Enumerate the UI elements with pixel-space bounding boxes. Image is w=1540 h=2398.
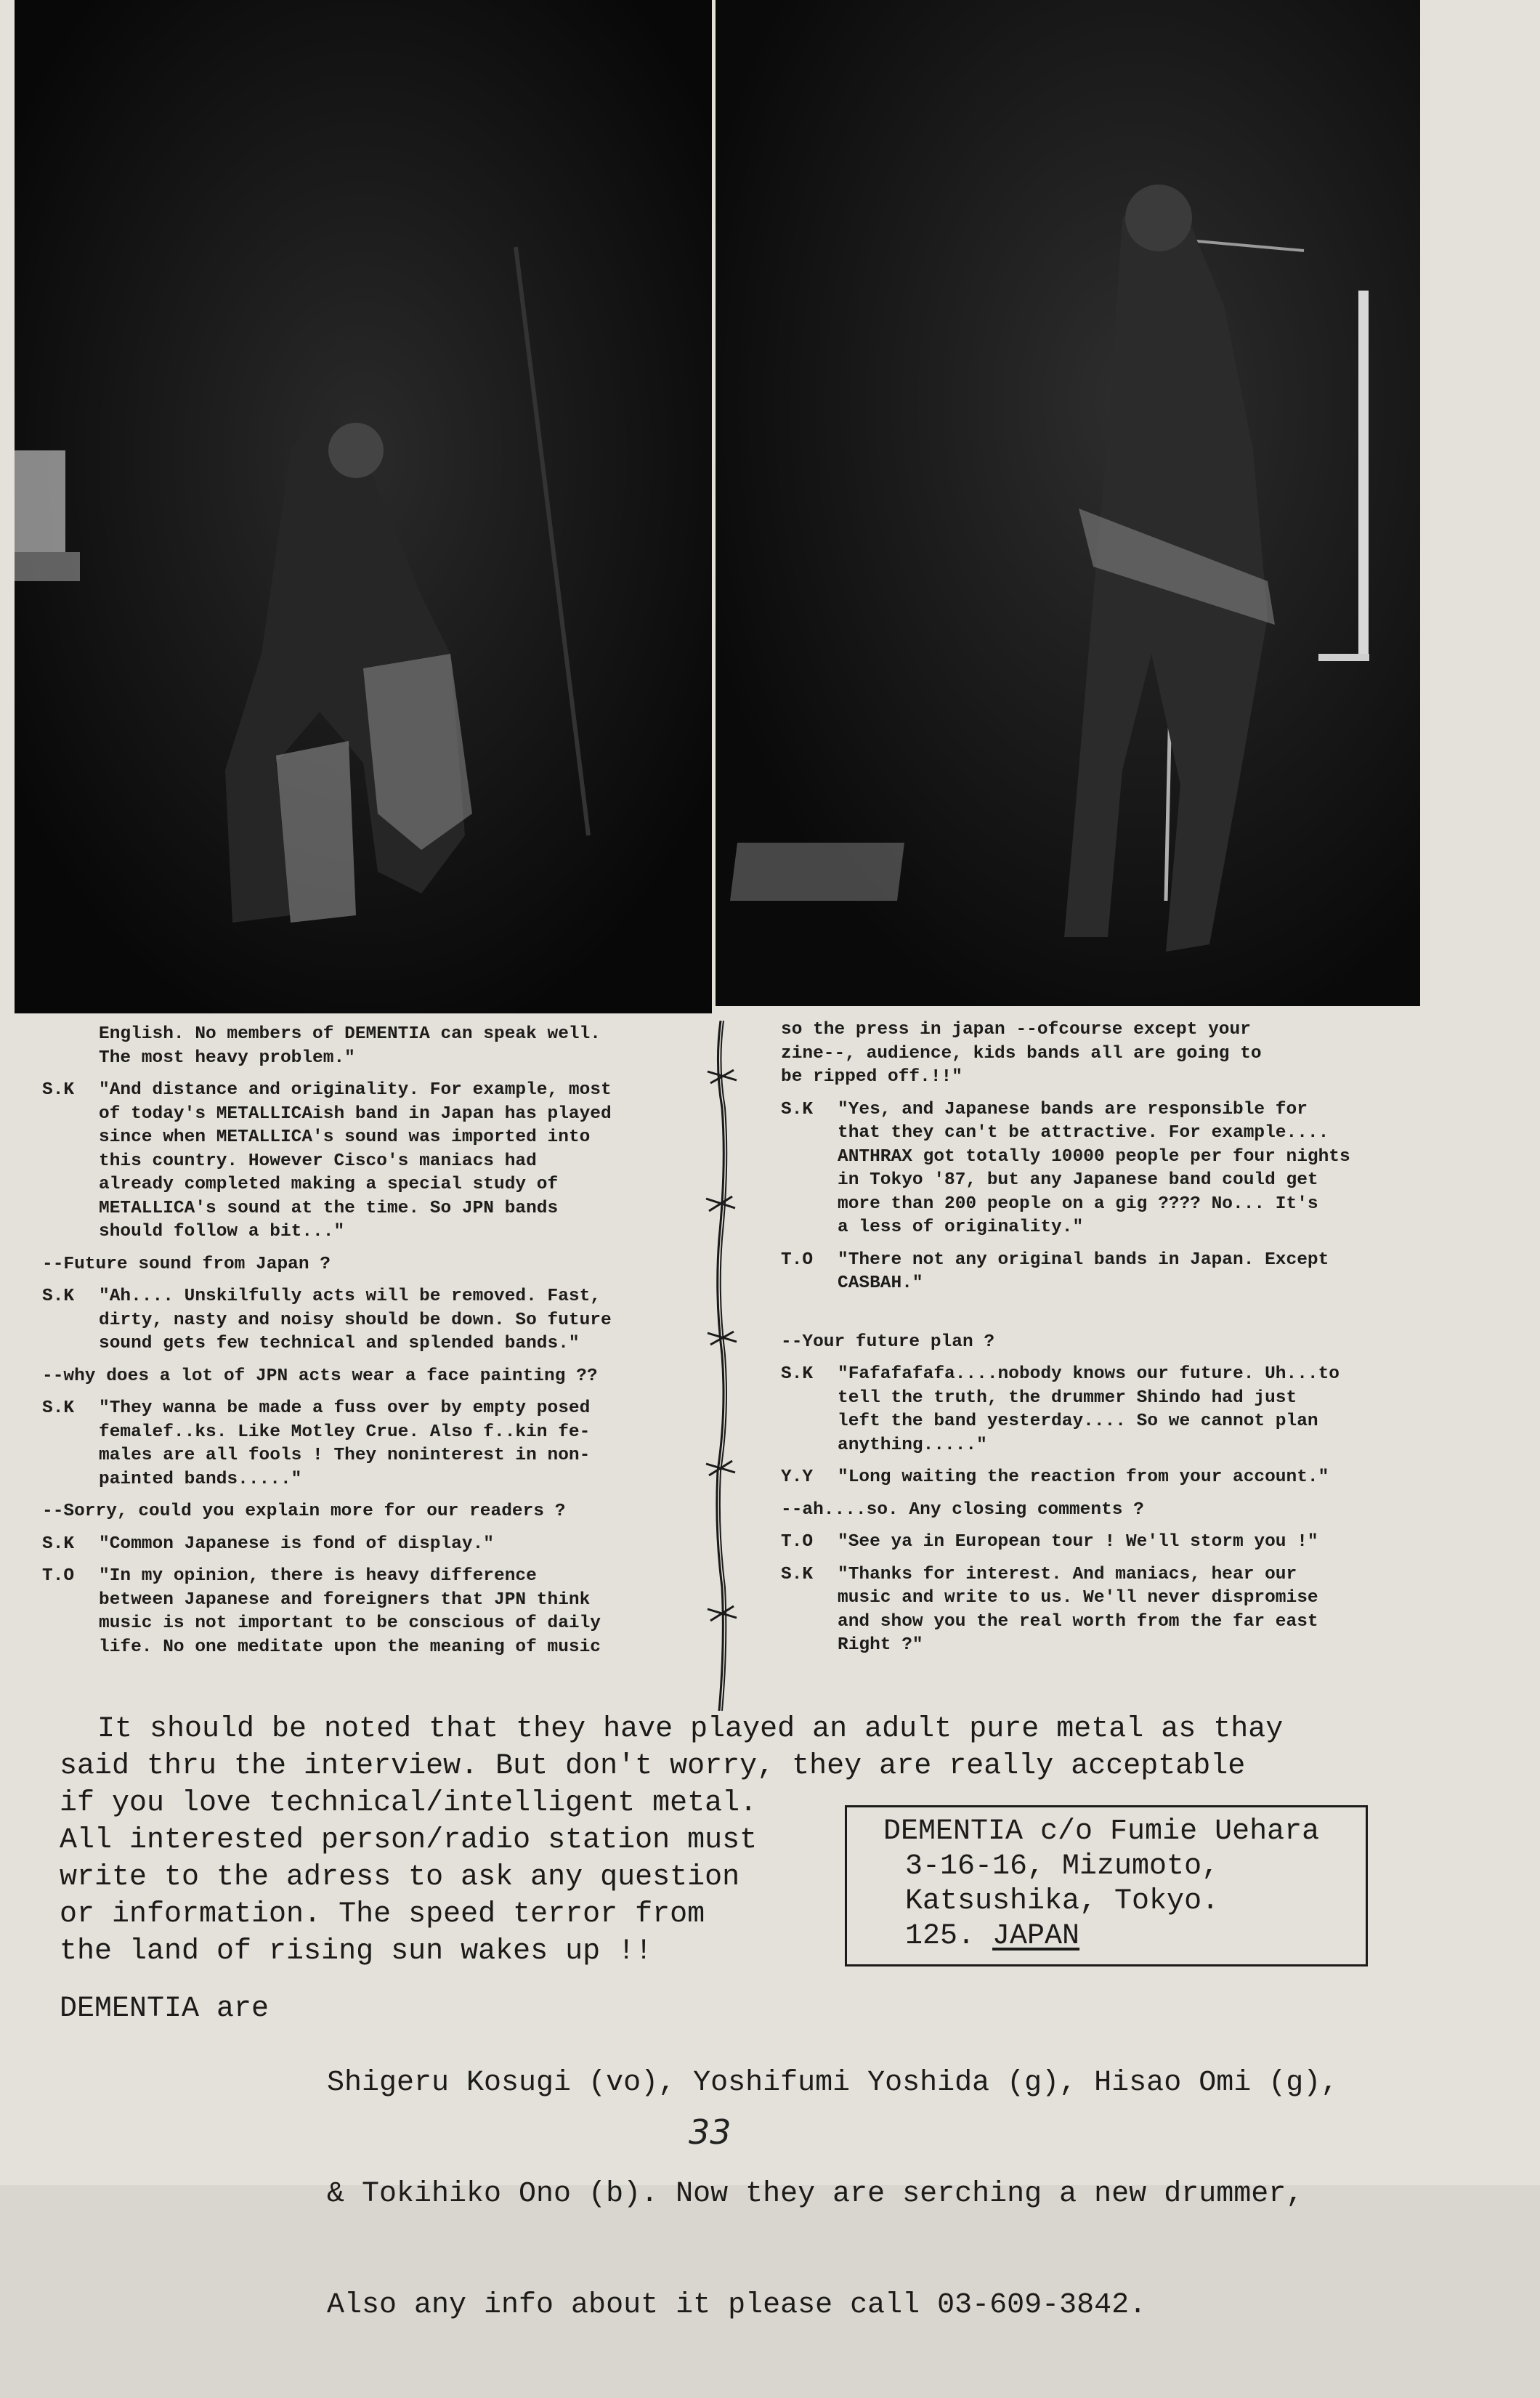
interview-entry bbox=[42, 1397, 696, 1491]
interview-entry bbox=[781, 1466, 1420, 1490]
interview-entry: English. No members of DEMENTIA can speak well. The most heavy problem." bbox=[99, 1024, 601, 1068]
entry-text: "Thanks for interest. And maniacs, hear our music and write to us. We'll never dispromise and show you the real worth from the far east Right ?" bbox=[838, 1564, 1318, 1655]
entry-text: "Ah.... Unskilfully acts will be removed. Fast, dirty, nasty and noisy should be down. So future sound gets few technical and splended bands." bbox=[99, 1287, 612, 1353]
speaker-label: T.O bbox=[42, 1566, 75, 1586]
contact-address-box bbox=[845, 1805, 1368, 1966]
interview-entry bbox=[42, 1079, 696, 1244]
members-line: Shigeru Kosugi (vo), Yoshifumi Yoshida (g), Hisao Omi (g), bbox=[327, 2067, 1339, 2099]
page-number: 33 bbox=[689, 2113, 732, 2152]
entry-text: "Fafafafafa....nobody knows our future. Uh...to tell the truth, the drummer Shindo had just left the band yesterday.... So we cannot plan anything....." bbox=[838, 1364, 1340, 1455]
live-photo-singer bbox=[15, 0, 712, 1013]
singer-photo-graphic bbox=[15, 0, 712, 1013]
interview-question: --Sorry, could you explain more for our readers ? bbox=[42, 1502, 566, 1521]
interview-entry bbox=[42, 1285, 696, 1356]
speaker-label: S.K bbox=[781, 1099, 814, 1119]
postal-code: 125. bbox=[905, 1920, 993, 1953]
speaker-label: S.K bbox=[781, 1364, 814, 1384]
entry-text: so the press in japan --ofcourse except your zine--, audience, kids bands all are going to be ripped off.!!" bbox=[781, 1020, 1262, 1087]
address-country: JAPAN bbox=[992, 1920, 1080, 1953]
speaker-label: T.O bbox=[781, 1532, 814, 1552]
interview-question: --ah....so. Any closing comments ? bbox=[781, 1499, 1144, 1520]
interview-entry bbox=[781, 1531, 1420, 1555]
summary-line: All interested person/radio station must bbox=[60, 1824, 758, 1857]
interview-entry bbox=[781, 1363, 1420, 1457]
address-line bbox=[883, 1919, 1366, 1954]
summary-line: said thru the interview. But don't worry, they are really acceptable bbox=[60, 1750, 1246, 1783]
speaker-label: T.O bbox=[781, 1249, 814, 1270]
speaker-label: Y.Y bbox=[781, 1467, 814, 1487]
summary-line: if you love technical/intelligent metal. bbox=[60, 1787, 758, 1820]
speaker-label: S.K bbox=[42, 1080, 75, 1100]
interview-entry bbox=[42, 1565, 696, 1659]
interview-question: --why does a lot of JPN acts wear a face painting ?? bbox=[42, 1366, 598, 1386]
entry-text: "They wanna be made a fuss over by empty posed femalef..ks. Like Motley Crue. Also f..kin fe- males are all fools ! They noninterest in non- painted bands....." bbox=[99, 1398, 591, 1489]
interview-question: --Future sound from Japan ? bbox=[42, 1254, 331, 1274]
summary-line: the land of rising sun wakes up !! bbox=[60, 1935, 653, 1968]
entry-text: "See ya in European tour ! We'll storm you !" bbox=[838, 1532, 1318, 1552]
interview-entry bbox=[781, 1018, 1420, 1090]
interview-column-left bbox=[42, 1023, 696, 1668]
members-list bbox=[327, 1990, 1338, 2398]
entry-text: "Long waiting the reaction from your account." bbox=[838, 1467, 1329, 1487]
address-line: DEMENTIA c/o Fumie Uehara bbox=[883, 1815, 1320, 1848]
interview-column-right bbox=[781, 1018, 1420, 1666]
members-line: Also any info about it please call 03-609-3842. bbox=[327, 2289, 1147, 2322]
interview-entry bbox=[781, 1249, 1420, 1296]
barbed-wire-divider bbox=[697, 1021, 741, 1711]
members-line: & Tokihiko Ono (b). Now they are serching a new drummer, bbox=[327, 2178, 1304, 2211]
guitarist-photo-graphic bbox=[716, 0, 1420, 1006]
entry-text: "Common Japanese is fond of display." bbox=[99, 1534, 494, 1554]
interview-entry bbox=[781, 1563, 1420, 1658]
entry-text: "Yes, and Japanese bands are responsible for that they can't be attractive. For example.... ANTHRAX got totally 10000 people per four nights in Tokyo '87, but any Japanese band could get more than 200 people on a gig ???? No... It's a less of originality." bbox=[838, 1099, 1350, 1237]
entry-text: "In my opinion, there is heavy difference between Japanese and foreigners that JPN think music is not important to be conscious of daily life. No one meditate upon the meaning of music bbox=[99, 1566, 601, 1657]
summary-line: write to the adress to ask any question bbox=[60, 1861, 740, 1894]
summary-line: or information. The speed terror from bbox=[60, 1898, 705, 1931]
speaker-label: S.K bbox=[42, 1287, 75, 1306]
speaker-label: S.K bbox=[42, 1398, 75, 1418]
live-photo-guitarist bbox=[716, 0, 1420, 1006]
speaker-label: S.K bbox=[42, 1534, 75, 1554]
interview-entry bbox=[42, 1533, 696, 1557]
address-line: Katsushika, Tokyo. bbox=[905, 1885, 1220, 1918]
summary-line: It should be noted that they have played an adult pure metal as thay bbox=[97, 1713, 1284, 1746]
entry-text: "There not any original bands in Japan. Except CASBAH." bbox=[838, 1249, 1329, 1293]
interview-entry bbox=[781, 1098, 1420, 1240]
members-label: DEMENTIA are bbox=[60, 1993, 270, 2025]
interview-question: --Your future plan ? bbox=[781, 1332, 995, 1352]
entry-text: "And distance and originality. For example, most of today's METALLICAish band in Japan has played since when METALLICA's sound was imported into this country. However Cisco's maniacs had already completed making a special study of METALLICA's sound at the time. So JPN bands should follow a bit..." bbox=[99, 1080, 612, 1241]
speaker-label: S.K bbox=[781, 1564, 814, 1584]
address-line: 3-16-16, Mizumoto, bbox=[905, 1850, 1220, 1883]
